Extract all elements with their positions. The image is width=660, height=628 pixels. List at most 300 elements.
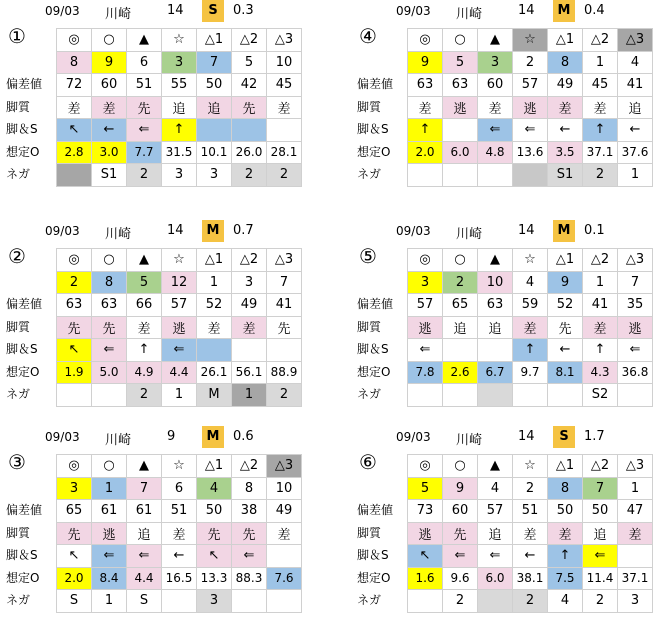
cell-mark-sankaku1: 4 xyxy=(197,477,232,500)
cell-mark-hoshi: ↑ xyxy=(162,119,197,142)
cell-mark-honmei: 8 xyxy=(57,51,92,74)
cell-mark-sankaku1: 先 xyxy=(197,522,232,545)
race-date: 09/03 xyxy=(396,224,431,238)
marks-row xyxy=(408,29,653,52)
race-number: ⑤ xyxy=(359,244,377,268)
cell-mark-hoshi: 逃 xyxy=(513,96,548,119)
deviation-row xyxy=(57,500,302,523)
cell-mark-tanana: 57 xyxy=(478,500,513,523)
cell-mark-honmei: ⇐ xyxy=(408,339,443,362)
cell-mark-sankaku2: 1 xyxy=(583,51,618,74)
horse-number-row xyxy=(408,51,653,74)
cell-mark-sankaku3: 7.6 xyxy=(267,567,302,590)
cell-mark-hoshi: 51 xyxy=(513,500,548,523)
cell-mark-hoshi: 31.5 xyxy=(162,141,197,164)
row-label: ネガ xyxy=(357,593,382,607)
cell-mark-tanana: 66 xyxy=(127,294,162,317)
cell-mark-sankaku3: 差 xyxy=(618,522,653,545)
marks-row xyxy=(408,249,653,272)
cell-mark-tanana: 2 xyxy=(127,164,162,187)
cell-mark-sankaku3: 追 xyxy=(618,96,653,119)
cell-mark-sankaku2: ⇐ xyxy=(232,545,267,568)
cell-mark-tanana: 4 xyxy=(478,477,513,500)
cell-mark-sankaku1: 差 xyxy=(548,522,583,545)
cell-mark-honmei: ◎ xyxy=(57,29,92,52)
cell-mark-tanana: ▲ xyxy=(478,455,513,478)
cell-mark-tanana: 先 xyxy=(127,96,162,119)
cell-mark-hoshi: ← xyxy=(162,545,197,568)
cell-mark-taikou: ○ xyxy=(92,29,127,52)
cell-mark-honmei: 2.0 xyxy=(408,141,443,164)
cell-mark-sankaku2: 1 xyxy=(583,271,618,294)
cell-mark-tanana: S xyxy=(127,590,162,613)
row-label: 脚質 xyxy=(357,319,382,334)
cell-mark-sankaku1: 50 xyxy=(197,500,232,523)
cell-mark-tanana: 4.8 xyxy=(478,141,513,164)
row-label xyxy=(0,454,56,477)
cell-mark-taikou: 60 xyxy=(92,74,127,97)
cell-mark-taikou: 9 xyxy=(443,477,478,500)
cell-mark-honmei xyxy=(408,164,443,187)
cell-mark-sankaku3: 37.6 xyxy=(618,141,653,164)
cell-mark-tanana: 6.7 xyxy=(478,361,513,384)
deviation-row xyxy=(408,74,653,97)
cell-mark-taikou: 8 xyxy=(92,271,127,294)
cell-mark-sankaku2: 26.0 xyxy=(232,141,267,164)
cell-mark-sankaku3 xyxy=(618,384,653,407)
odds-row xyxy=(57,567,302,590)
race-date: 09/03 xyxy=(45,4,80,18)
race-card xyxy=(351,220,660,410)
cell-mark-sankaku2: 4.3 xyxy=(583,361,618,384)
race-card xyxy=(351,426,660,616)
running-style-row xyxy=(408,522,653,545)
cell-mark-taikou: 63 xyxy=(443,74,478,97)
cell-mark-sankaku2: △2 xyxy=(232,249,267,272)
cell-mark-honmei: 63 xyxy=(408,74,443,97)
race-date: 09/03 xyxy=(396,4,431,18)
row-label: 脚質 xyxy=(6,525,31,540)
cell-mark-hoshi: 差 xyxy=(513,522,548,545)
odds-row xyxy=(408,141,653,164)
cell-mark-taikou xyxy=(443,164,478,187)
cell-mark-honmei xyxy=(408,384,443,407)
row-labels xyxy=(0,454,56,612)
cell-mark-taikou: 追 xyxy=(443,316,478,339)
cell-mark-honmei: 73 xyxy=(408,500,443,523)
cell-mark-sankaku3: 先 xyxy=(267,316,302,339)
cell-mark-sankaku3: 47 xyxy=(618,500,653,523)
cell-mark-hoshi: 16.5 xyxy=(162,567,197,590)
cell-mark-tanana: 51 xyxy=(127,74,162,97)
row-label: 偏差値 xyxy=(357,77,394,91)
cell-mark-sankaku2: 2 xyxy=(583,164,618,187)
marks-row xyxy=(57,455,302,478)
cell-mark-tanana xyxy=(478,339,513,362)
race-number: ③ xyxy=(8,450,26,474)
cell-mark-sankaku1: 9 xyxy=(548,271,583,294)
cell-mark-hoshi: 3 xyxy=(162,51,197,74)
cell-mark-hoshi: ☆ xyxy=(162,29,197,52)
cell-mark-honmei: ◎ xyxy=(57,249,92,272)
forecast-table xyxy=(56,454,302,613)
cell-mark-sankaku3: 49 xyxy=(267,500,302,523)
cell-mark-honmei: 65 xyxy=(57,500,92,523)
cell-mark-taikou: 先 xyxy=(443,522,478,545)
cell-mark-sankaku1 xyxy=(548,384,583,407)
cell-mark-sankaku1: 7.5 xyxy=(548,567,583,590)
cell-mark-sankaku3 xyxy=(618,545,653,568)
race-date: 09/03 xyxy=(396,430,431,444)
cell-mark-sankaku1: ↖ xyxy=(197,545,232,568)
cell-mark-tanana: 7.7 xyxy=(127,141,162,164)
cell-mark-sankaku2: 3 xyxy=(232,271,267,294)
cell-mark-sankaku3: 2 xyxy=(267,384,302,407)
cell-mark-tanana: 差 xyxy=(478,96,513,119)
cell-mark-sankaku1: 1 xyxy=(197,271,232,294)
cell-mark-sankaku1: ↑ xyxy=(548,545,583,568)
cell-mark-taikou: 63 xyxy=(92,294,127,317)
row-label xyxy=(0,477,56,500)
row-label: ネガ xyxy=(6,167,31,181)
cell-mark-hoshi: ← xyxy=(513,545,548,568)
cell-mark-tanana: 差 xyxy=(127,316,162,339)
venue-name: 川崎 xyxy=(105,433,132,448)
cell-mark-sankaku3: 35 xyxy=(618,294,653,317)
cell-mark-tanana: 63 xyxy=(478,294,513,317)
marks-row xyxy=(57,249,302,272)
cell-mark-sankaku3: 3 xyxy=(618,590,653,613)
row-label: 想定O xyxy=(6,144,40,159)
cell-mark-sankaku1: 3 xyxy=(197,164,232,187)
running-style-row xyxy=(408,96,653,119)
cell-mark-taikou: 逃 xyxy=(443,96,478,119)
leg-speed-row xyxy=(57,545,302,568)
cell-mark-taikou: 2 xyxy=(443,590,478,613)
runner-count: 9 xyxy=(167,429,176,444)
running-style-row xyxy=(408,316,653,339)
cell-mark-sankaku2: ⇐ xyxy=(583,545,618,568)
marks-row xyxy=(408,455,653,478)
cell-mark-honmei: ↑ xyxy=(408,119,443,142)
race-number: ⑥ xyxy=(359,450,377,474)
cell-mark-sankaku2: 1 xyxy=(232,384,267,407)
cell-mark-sankaku2: 38 xyxy=(232,500,267,523)
cell-mark-sankaku1: △1 xyxy=(197,29,232,52)
cell-mark-taikou: 61 xyxy=(92,500,127,523)
cell-mark-sankaku2: 2 xyxy=(583,590,618,613)
race-index-value: 0.3 xyxy=(233,3,254,18)
cell-mark-taikou: 2.6 xyxy=(443,361,478,384)
cell-mark-hoshi: ↑ xyxy=(513,339,548,362)
row-label: 偏差値 xyxy=(357,503,394,517)
cell-mark-sankaku3: △3 xyxy=(267,29,302,52)
cell-mark-sankaku1: ← xyxy=(548,339,583,362)
row-label: 想定O xyxy=(6,570,40,585)
cell-mark-honmei: 2 xyxy=(57,271,92,294)
negative-row xyxy=(408,384,653,407)
cell-mark-taikou: ○ xyxy=(92,249,127,272)
cell-mark-sankaku1: 8.1 xyxy=(548,361,583,384)
horse-number-row xyxy=(408,271,653,294)
race-date: 09/03 xyxy=(45,430,80,444)
cell-mark-hoshi: 13.6 xyxy=(513,141,548,164)
race-index-value: 0.1 xyxy=(584,223,605,238)
cell-mark-sankaku2 xyxy=(232,590,267,613)
cell-mark-hoshi: 4 xyxy=(513,271,548,294)
odds-row xyxy=(57,141,302,164)
deviation-row xyxy=(57,294,302,317)
runner-count: 14 xyxy=(518,3,535,18)
cell-mark-tanana: 61 xyxy=(127,500,162,523)
cell-mark-tanana: 6 xyxy=(127,51,162,74)
cell-mark-sankaku1: 10.1 xyxy=(197,141,232,164)
row-label: 脚＆S xyxy=(357,342,389,356)
cell-mark-sankaku3: 4 xyxy=(618,51,653,74)
race-card xyxy=(351,0,660,190)
cell-mark-sankaku1: ← xyxy=(548,119,583,142)
cell-mark-tanana: ⇐ xyxy=(127,545,162,568)
cell-mark-sankaku3: 2 xyxy=(267,164,302,187)
row-label: ネガ xyxy=(357,167,382,181)
row-label xyxy=(0,28,56,51)
cell-mark-tanana: ⇐ xyxy=(478,545,513,568)
cell-mark-honmei: ◎ xyxy=(408,455,443,478)
cell-mark-taikou: 6.0 xyxy=(443,141,478,164)
cell-mark-hoshi xyxy=(513,384,548,407)
row-label: 脚＆S xyxy=(6,122,38,136)
cell-mark-taikou: 8.4 xyxy=(92,567,127,590)
cell-mark-sankaku2: 差 xyxy=(583,316,618,339)
cell-mark-hoshi: 59 xyxy=(513,294,548,317)
cell-mark-sankaku3: 88.9 xyxy=(267,361,302,384)
cell-mark-honmei: 差 xyxy=(57,96,92,119)
cell-mark-sankaku1 xyxy=(197,339,232,362)
cell-mark-sankaku3: 36.8 xyxy=(618,361,653,384)
running-style-row xyxy=(57,316,302,339)
cell-mark-taikou: ○ xyxy=(443,29,478,52)
cell-mark-hoshi: 逃 xyxy=(162,316,197,339)
cell-mark-tanana xyxy=(478,384,513,407)
cell-mark-sankaku2: △2 xyxy=(583,29,618,52)
cell-mark-taikou: ⇐ xyxy=(443,545,478,568)
negative-row xyxy=(408,590,653,613)
deviation-row xyxy=(57,74,302,97)
cell-mark-tanana: ▲ xyxy=(127,455,162,478)
forecast-table xyxy=(407,28,653,187)
cell-mark-sankaku3 xyxy=(267,119,302,142)
cell-mark-tanana: ↑ xyxy=(127,339,162,362)
cell-mark-sankaku2: S2 xyxy=(583,384,618,407)
row-label xyxy=(351,477,407,500)
cell-mark-sankaku2: △2 xyxy=(232,29,267,52)
cell-mark-taikou xyxy=(443,119,478,142)
cell-mark-taikou xyxy=(443,339,478,362)
row-label xyxy=(0,51,56,74)
cell-mark-sankaku3: △3 xyxy=(267,249,302,272)
race-index-value: 0.4 xyxy=(584,3,605,18)
cell-mark-sankaku1: 50 xyxy=(197,74,232,97)
horse-number-row xyxy=(408,477,653,500)
running-style-row xyxy=(57,96,302,119)
cell-mark-sankaku1: 8 xyxy=(548,477,583,500)
race-grade-badge: M xyxy=(202,220,224,242)
cell-mark-taikou: 差 xyxy=(92,96,127,119)
row-label: ネガ xyxy=(6,593,31,607)
cell-mark-sankaku1: 49 xyxy=(548,74,583,97)
cell-mark-tanana: ⇐ xyxy=(478,119,513,142)
cell-mark-sankaku1: 52 xyxy=(197,294,232,317)
row-label: 偏差値 xyxy=(6,77,43,91)
race-grade-badge: M xyxy=(553,0,575,22)
race-date: 09/03 xyxy=(45,224,80,238)
cell-mark-sankaku1: 4 xyxy=(548,590,583,613)
cell-mark-sankaku1: M xyxy=(197,384,232,407)
cell-mark-sankaku2: △2 xyxy=(232,455,267,478)
cell-mark-sankaku2: 先 xyxy=(232,96,267,119)
cell-mark-sankaku3: 7 xyxy=(618,271,653,294)
cell-mark-sankaku3: 45 xyxy=(267,74,302,97)
cell-mark-taikou: 逃 xyxy=(92,522,127,545)
venue-name: 川崎 xyxy=(456,7,483,22)
cell-mark-sankaku2 xyxy=(232,119,267,142)
cell-mark-sankaku3: 10 xyxy=(267,51,302,74)
cell-mark-taikou: 3.0 xyxy=(92,141,127,164)
row-label xyxy=(351,28,407,51)
cell-mark-honmei: 63 xyxy=(57,294,92,317)
race-header xyxy=(351,0,660,22)
cell-mark-sankaku1: △1 xyxy=(197,455,232,478)
race-card xyxy=(0,220,315,410)
row-label: 脚質 xyxy=(357,525,382,540)
cell-mark-tanana: 3 xyxy=(478,51,513,74)
cell-mark-hoshi: 2 xyxy=(513,590,548,613)
cell-mark-honmei: 1.9 xyxy=(57,361,92,384)
cell-mark-honmei: 差 xyxy=(408,96,443,119)
cell-mark-hoshi: 12 xyxy=(162,271,197,294)
cell-mark-sankaku3 xyxy=(267,339,302,362)
row-label: 偏差値 xyxy=(6,503,43,517)
cell-mark-honmei: ◎ xyxy=(408,249,443,272)
cell-mark-sankaku3: 差 xyxy=(267,522,302,545)
cell-mark-hoshi: 51 xyxy=(162,500,197,523)
cell-mark-sankaku2: ↑ xyxy=(583,339,618,362)
cell-mark-sankaku2: 42 xyxy=(232,74,267,97)
cell-mark-sankaku3: 差 xyxy=(267,96,302,119)
cell-mark-hoshi: ☆ xyxy=(162,455,197,478)
cell-mark-sankaku1: 52 xyxy=(548,294,583,317)
venue-name: 川崎 xyxy=(105,227,132,242)
forecast-table xyxy=(407,248,653,407)
cell-mark-tanana xyxy=(478,164,513,187)
cell-mark-sankaku1: S1 xyxy=(548,164,583,187)
cell-mark-tanana: 2 xyxy=(127,384,162,407)
cell-mark-honmei: 2.8 xyxy=(57,141,92,164)
cell-mark-sankaku1: △1 xyxy=(197,249,232,272)
leg-speed-row xyxy=(408,119,653,142)
cell-mark-hoshi xyxy=(162,590,197,613)
cell-mark-taikou: 5 xyxy=(443,51,478,74)
cell-mark-sankaku3 xyxy=(267,545,302,568)
race-number: ② xyxy=(8,244,26,268)
row-labels xyxy=(0,28,56,186)
negative-row xyxy=(57,164,302,187)
cell-mark-hoshi: ⇐ xyxy=(162,339,197,362)
horse-number-row xyxy=(57,477,302,500)
venue-name: 川崎 xyxy=(105,7,132,22)
row-label xyxy=(351,51,407,74)
cell-mark-sankaku1: △1 xyxy=(548,455,583,478)
race-header xyxy=(0,0,315,22)
cell-mark-sankaku2: 88.3 xyxy=(232,567,267,590)
cell-mark-sankaku2: 7 xyxy=(583,477,618,500)
cell-mark-honmei: ↖ xyxy=(57,119,92,142)
cell-mark-sankaku3: 逃 xyxy=(618,316,653,339)
cell-mark-sankaku3: 10 xyxy=(267,477,302,500)
cell-mark-taikou: ○ xyxy=(443,455,478,478)
row-label: ネガ xyxy=(357,387,382,401)
row-label: 脚＆S xyxy=(6,548,38,562)
cell-mark-hoshi: ☆ xyxy=(513,249,548,272)
cell-mark-sankaku3 xyxy=(267,590,302,613)
cell-mark-sankaku3: △3 xyxy=(618,249,653,272)
cell-mark-hoshi: 9.7 xyxy=(513,361,548,384)
race-index-value: 0.7 xyxy=(233,223,254,238)
cell-mark-tanana: 追 xyxy=(478,316,513,339)
cell-mark-taikou: ○ xyxy=(443,249,478,272)
cell-mark-honmei: ↖ xyxy=(408,545,443,568)
race-card xyxy=(0,426,315,616)
cell-mark-honmei: ↖ xyxy=(57,339,92,362)
cell-mark-honmei: 3 xyxy=(57,477,92,500)
cell-mark-taikou: S1 xyxy=(92,164,127,187)
cell-mark-honmei: 57 xyxy=(408,294,443,317)
cell-mark-tanana: 5 xyxy=(127,271,162,294)
cell-mark-honmei: 逃 xyxy=(408,316,443,339)
cell-mark-sankaku2: 56.1 xyxy=(232,361,267,384)
cell-mark-honmei: 逃 xyxy=(408,522,443,545)
cell-mark-tanana: 4.4 xyxy=(127,567,162,590)
cell-mark-sankaku3: △3 xyxy=(267,455,302,478)
cell-mark-sankaku1: 3.5 xyxy=(548,141,583,164)
runner-count: 14 xyxy=(518,429,535,444)
cell-mark-sankaku2: 45 xyxy=(583,74,618,97)
row-label xyxy=(351,248,407,271)
cell-mark-hoshi: ☆ xyxy=(513,29,548,52)
cell-mark-sankaku3: 1 xyxy=(618,164,653,187)
leg-speed-row xyxy=(408,545,653,568)
cell-mark-hoshi: 2 xyxy=(513,477,548,500)
cell-mark-sankaku1: 8 xyxy=(548,51,583,74)
cell-mark-taikou: 先 xyxy=(92,316,127,339)
cell-mark-hoshi xyxy=(513,164,548,187)
cell-mark-sankaku3: ← xyxy=(618,119,653,142)
cell-mark-sankaku2: 49 xyxy=(232,294,267,317)
negative-row xyxy=(408,164,653,187)
row-labels xyxy=(351,454,407,612)
cell-mark-taikou: 60 xyxy=(443,500,478,523)
cell-mark-sankaku1: 差 xyxy=(197,316,232,339)
cell-mark-honmei xyxy=(408,590,443,613)
forecast-table xyxy=(56,248,302,407)
cell-mark-hoshi: 55 xyxy=(162,74,197,97)
row-label: ネガ xyxy=(6,387,31,401)
row-label: 想定O xyxy=(357,570,391,585)
leg-speed-row xyxy=(57,339,302,362)
row-label: 想定O xyxy=(6,364,40,379)
cell-mark-sankaku3: ⇐ xyxy=(618,339,653,362)
row-label: 脚＆S xyxy=(6,342,38,356)
